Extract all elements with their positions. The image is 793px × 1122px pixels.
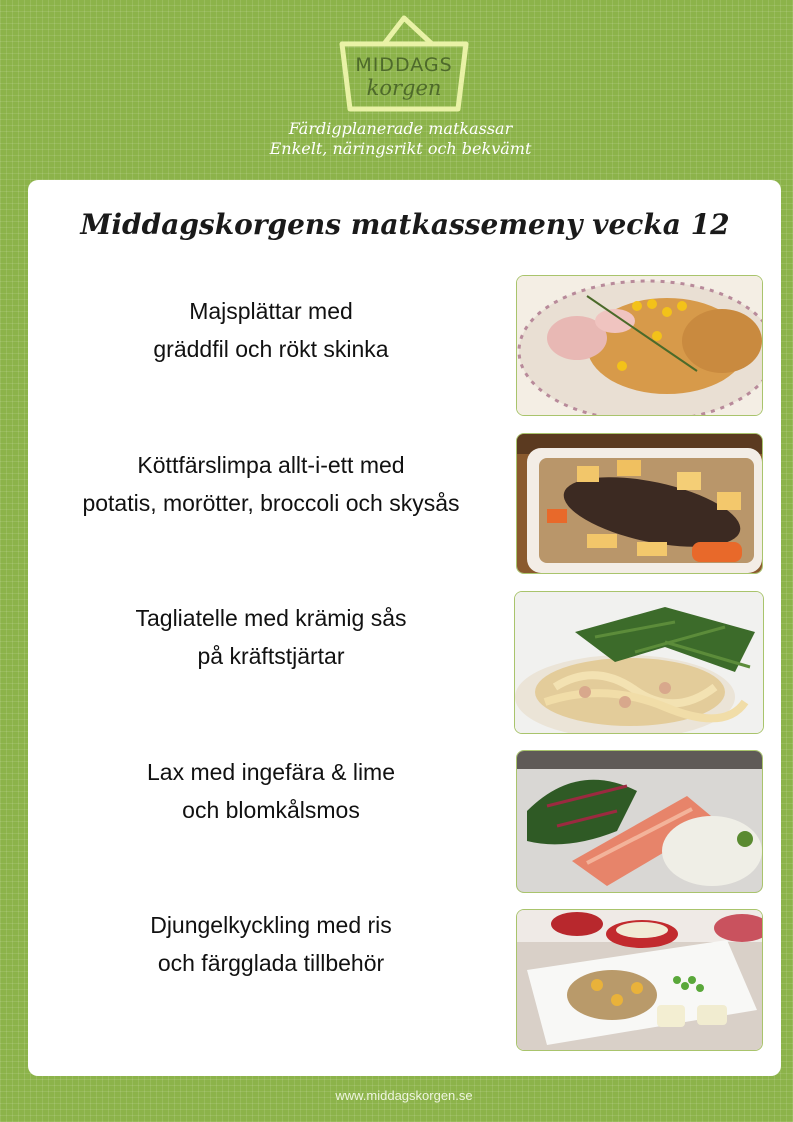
jungle-chicken-photo xyxy=(516,909,763,1051)
dish-1-line-2: gräddfil och rökt skinka xyxy=(153,336,389,362)
dish-4-line-2: och blomkålsmos xyxy=(182,797,360,823)
dish-4-line-1: Lax med ingefära & lime xyxy=(146,759,395,785)
middagskorgen-logo xyxy=(336,14,472,114)
logo-text-korgen: korgen xyxy=(366,76,442,100)
tagline-2: Enkelt, näringsrikt och bekvämt xyxy=(269,139,532,158)
tagliatelle-photo xyxy=(514,591,764,734)
dish-2-line-2: potatis, morötter, broccoli och skysås xyxy=(82,490,460,516)
corn-pancakes-photo xyxy=(516,275,763,416)
menu-title: Middagskorgens matkassemeny vecka 12 xyxy=(80,208,730,241)
dish-3 xyxy=(30,599,512,675)
logo-text-middags: MIDDAGS xyxy=(355,54,453,76)
dish-2-line-1: Köttfärslimpa allt-i-ett med xyxy=(137,452,405,478)
dish-1-line-1: Majsplättar med xyxy=(189,298,353,324)
dish-3-line-1: Tagliatelle med krämig sås xyxy=(135,605,407,631)
dish-5-line-2: och färgglada tillbehör xyxy=(157,950,385,976)
dish-5-line-1: Djungelkyckling med ris xyxy=(150,912,392,938)
salmon-photo xyxy=(516,750,763,893)
dish-4 xyxy=(30,753,512,829)
dish-3-line-2: på kräftstjärtar xyxy=(197,643,345,669)
dish-1 xyxy=(30,292,512,368)
dish-5 xyxy=(30,906,512,982)
footer-url: www.middagskorgen.se xyxy=(335,1088,473,1103)
tagline-1: Färdigplanerade matkassar xyxy=(288,119,513,138)
dish-2 xyxy=(30,446,512,522)
meatloaf-photo xyxy=(516,433,763,574)
